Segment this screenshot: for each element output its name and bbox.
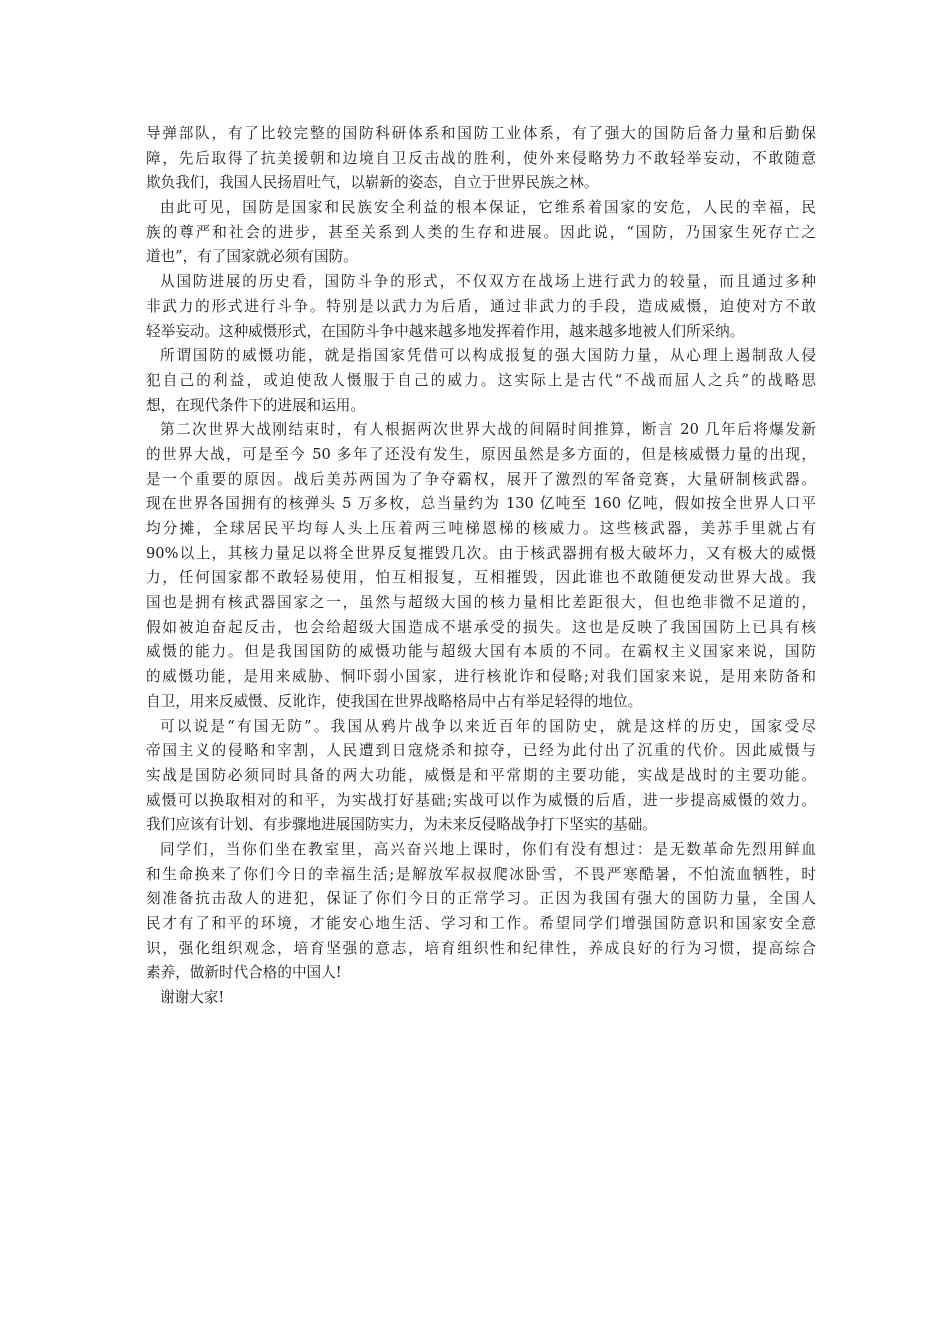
text-line: 第二次世界大战刚结束时，有人根据两次世界大战的间隔时间推算，断言 20 几年后将爆发新 [160,421,816,439]
text-line: 轻举妄动。这种威慑形式，在国防斗争中越来越多地发挥着作用，越来越多地被人们所采纳。 [146,322,745,340]
text-line: 非武力的形式进行斗争。特别是以武力为后盾，通过非武力的手段，造成威慑，迫使对方不敢 [146,297,816,315]
text-line: 威慑可以换取相对的和平，为实战打好基础;实战可以作为威慑的后盾，进一步提高威慑的效力。 [146,791,816,809]
text-line: 90%以上，其核力量足以将全世界反复摧毁几次。由于核武器拥有极大破坏力，又有极大的威慑 [146,544,816,562]
text-line: 导弹部队，有了比较完整的国防科研体系和国防工业体系，有了强大的国防后备力量和后勤保 [146,125,816,142]
document-body [146,122,816,1011]
text-line: 想，在现代条件下的进展和运用。 [146,396,365,414]
text-line: 民才有了和平的环境，才能安心地生活、学习和工作。希望同学们增强国防意识和国家安全意 [146,915,816,932]
text-line: 威慑的能力。但是我国国防的威慑功能与超级大国有本质的不同。在霸权主义国家来说，国防 [146,643,816,661]
text-line: 所谓国防的威慑功能，就是指国家凭借可以构成报复的强大国防力量，从心理上遏制敌人侵 [160,347,816,365]
text-line: 帝国主义的侵略和宰割，人民遭到日寇烧杀和掠夺，已经为此付出了沉重的代价。因此威慑与 [146,742,816,760]
text-line: 可以说是“有国无防”。我国从鸦片战争以来近百年的国防史，就是这样的历史，国家受尽 [160,717,816,735]
text-line: 均分摊，全球居民平均每人头上压着两三吨梯恩梯的核威力。这些核武器，美苏手里就占有 [146,520,816,537]
text-line: 的威慑功能，是用来威胁、恫吓弱小国家，进行核讹诈和侵略;对我们国家来说，是用来防备和 [146,668,816,686]
text-line: 假如被迫奋起反击，也会给超级大国造成不堪承受的损失。这也是反映了我国国防上已具有核 [146,618,816,636]
text-line: 从国防进展的历史看，国防斗争的形式，不仅双方在战场上进行武力的较量，而且通过多种 [160,273,816,291]
text-line: 刻准备抗击敌人的进犯，保证了你们今日的正常学习。正因为我国有强大的国防力量，全国人 [146,890,816,908]
text-line: 素养，做新时代合格的中国人! [146,964,342,982]
text-line: 现在世界各国拥有的核弹头 5 万多枚，总当量约为 130 亿吨至 160 亿吨，假如按全世界人口平 [146,495,816,513]
text-line: 障，先后取得了抗美援朝和边境自卫反击战的胜利，使外来侵略势力不敢轻举妄动，不敢随意 [146,149,816,167]
text-line: 犯自己的利益，或迫使敌人慑服于自己的威力。这实际上是古代“不战而屈人之兵”的战略思 [146,371,816,389]
text-line: 我们应该有计划、有步骤地进展国防实力，为未来反侵略战争打下坚实的基础。 [146,816,657,834]
text-line: 实战是国防必须同时具备的两大功能，威慑是和平常期的主要功能，实战是战时的主要功能。 [146,766,816,784]
text-line: 谢谢大家! [160,989,225,1007]
text-line: 同学们，当你们坐在教室里，高兴奋兴地上课时，你们有没有想过：是无数革命先烈用鲜血 [160,840,816,858]
text-line: 道也”，有了国家就必须有国防。 [146,248,358,266]
text-line: 自卫，用来反威慑、反讹诈，使我国在世界战略格局中占有举足轻得的地位。 [146,692,643,710]
text-line: 和生命换来了你们今日的幸福生活;是解放军叔叔爬冰卧雪，不畏严寒酷暑，不怕流血牺牲，时 [146,865,816,883]
text-line: 力，任何国家都不敢轻易使用，怕互相报复，互相摧毁，因此谁也不敢随便发动世界大战。我 [146,569,816,587]
text-line: 族的尊严和社会的进步，甚至关系到人类的生存和进展。因此说，“国防，乃国家生死存亡之 [146,223,816,241]
text-line: 由此可见，国防是国家和民族安全利益的根本保证，它维系着国家的安危，人民的幸福，民 [160,199,816,217]
text-line: 国也是拥有核武器国家之一，虽然与超级大国的核力量相比差距很大，但也绝非微不足道的， [146,594,816,612]
text-line: 欺负我们，我国人民扬眉吐气，以崭新的姿态，自立于世界民族之林。 [146,174,599,192]
text-line: 识，强化组织观念，培育坚强的意志，培育组织性和纪律性，养成良好的行为习惯，提高综合 [146,939,816,957]
text-line: 的世界大战，可是至今 50 多年了还没有发生，原因虽然是多方面的，但是核威慑力量的出现， [146,445,816,463]
text-line: 是一个重要的原因。战后美苏两国为了争夺霸权，展开了激烈的军备竞赛，大量研制核武器。 [146,470,816,488]
